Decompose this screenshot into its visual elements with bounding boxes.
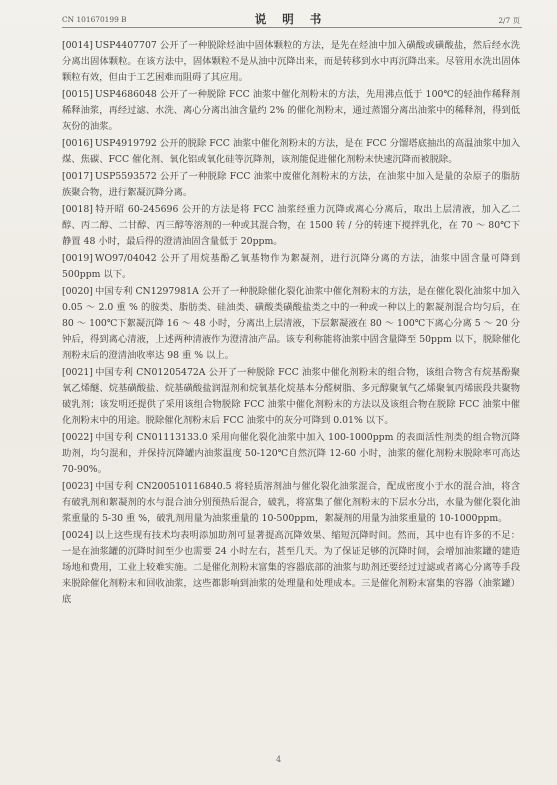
paragraph [62,202,520,250]
paragraph [62,284,520,364]
paragraph-text: 中国专利 CN01205472A 公开了一种脱除 FCC 油浆中催化剂粉末的组合物，该组合物含有烷基酚聚氧乙烯醚、烷基磺酸盐、烷基磺酸盐润湿剂和烷氧基化烷基本分醛树脂、多元醇聚氧气乙烯聚氧丙烯嵌段共聚物破乳剂；该发明还提供了采用该组合物脱除 FCC 油浆中催化剂粉末的方法以及该组合物在脱除 FCC 油浆中催化剂粉末中的用途。脱除催化剂粉末后 FCC 油浆中的灰分可降到 0.01% 以下。 [62,367,520,426]
paragraph-text: USP4407707 公开了一种脱除烃油中固体颗粒的方法，是先在烃油中加入磺酸或磺酸盐，然后经水洗分离出固体颗粒。在该方法中，固体颗粒不是从油中沉降出来，而是转移到水中再沉降出来。尽管用水洗出固体颗粒有效，但由于工艺困难而阻碍了其应用。 [62,40,520,83]
paragraph-text: USP4919792 公开的脱除 FCC 油浆中催化剂粉末的方法，是在 FCC 分馏塔底抽出的高温油浆中加入煤、焦碳、FCC 催化剂、氧化铝或氧化硅等沉降剂，该剂能促进催化剂粉末快速沉降而被脱除。 [62,138,520,165]
header-rule [62,27,522,28]
paragraph [62,365,520,429]
page-info: 2/7 页 [498,16,520,25]
page-number: 4 [275,755,282,764]
paragraph-text: 中国专利 CN1297981A 公开了一种脱除催化裂化油浆中催化剂粉末的方法，是在催化裂化油浆中加入 0.05 ～ 2.0 重 % 的胺类、脂肪类、硅油类、磺酸类磺酸盐类之中的一种或一种以上的絮凝剂混合均匀后，在 80 ～ 100℃下絮凝沉降 16 ～ 48 小时，分离出上层清液，下层絮凝液在 80 ～ 100℃下离心分离 5 ～ 20 分钟后，得到离心清液，上述两种清液作为澄清油产品。该专利称能将油浆中固含量降至 50ppm 以下，脱除催化剂粉末后的澄清油收率达 98 重 % 以上。 [62,286,520,361]
paragraph-text: 中国专利 CN200510116840.5 将轻质溶剂油与催化裂化油浆混合，配成密度小于水的混合油，将含有破乳剂和絮凝剂的水与混合油分别预热后混合，破乳，将富集了催化剂粉末的下层水分出，水量为催化裂化油浆重量的 5-30 重 %，破乳剂用量为油浆重量的 10-500ppm，絮凝剂的用量为油浆重量的 10-1000ppm。 [62,481,520,524]
paragraph-number: [0017] [62,171,93,182]
paragraph-number: [0018] [62,204,93,215]
paragraph-number: [0016] [62,138,93,149]
paragraph-text: 特开昭 60-245696 公开的方法是将 FCC 油浆经重力沉降或离心分离后，取出上层清液，加入乙二醇、丙二醇、二甘醇、丙三醇等溶剂的一种或其混合物，在 1500 转 / 分的转速下搅拌乳化，在 70 ～ 80℃下静置 48 小时，最后得的澄清油固含量低于 20ppm。 [62,204,520,247]
paragraph [62,169,520,201]
document-body [62,38,520,609]
paragraph-number: [0019] [62,253,93,264]
paragraph-text: 中国专利 CN01113133.0 采用向催化裂化油浆中加入 100-1000ppm 的表面活性剂类的组合物沉降助剂，均匀混和，并保持沉降罐内油浆温度 50-120℃自然沉降 12-60 小时，油浆的催化剂粉末脱除率可高达 70-90%。 [62,432,520,475]
doc-title: 说 明 书 [254,12,328,26]
paragraph [62,87,520,135]
paragraph [62,38,520,86]
paragraph-number: [0015] [62,89,93,100]
paragraph [62,251,520,283]
doc-number: CN 101670199 B [62,15,127,24]
paragraph-number: [0021] [62,367,93,378]
paragraph-text: 以上这些现有技术均表明添加助剂可显著提高沉降效果、缩短沉降时间。然而，其中也有许多的不足：一是在油浆罐的沉降时间至少也需要 24 小时左右，甚至几天。为了保证足够的沉降时间，会增加油浆罐的建造场地和费用，工业上较难实施。二是催化剂粉末富集的容器底部的油浆与助剂还要经过过滤或者离心分离等手段来脱除催化剂粉末和回收油浆，这些都影响到油浆的处理量和处理成本。三是催化剂粉末富集的容器（油浆罐）底 [62,530,520,605]
paragraph [62,136,520,168]
paragraph [62,528,520,608]
paragraph [62,430,520,478]
paragraph-number: [0024] [62,530,93,541]
paragraph-number: [0022] [62,432,93,443]
paragraph-number: [0023] [62,481,93,492]
paragraph-text: WO97/04042 公开了用烷基酚乙氧基物作为絮凝剂，进行沉降分离的方法，油浆中固含量可降到 500ppm 以下。 [62,253,520,280]
paragraph-text: USP4686048 公开了一种脱除 FCC 油浆中催化剂粉末的方法，先用沸点低于 100℃的轻油作稀释剂稀释油浆，再经过滤、水洗、离心分离出油含量约 2% 的催化剂粉末，通过蒸馏分离出油浆中的稀释剂，得到低灰份的油浆。 [62,89,520,132]
paragraph-number: [0020] [62,286,93,297]
paragraph-number: [0014] [62,40,93,51]
paragraph-text: USP5593572 公开了一种脱除 FCC 油浆中废催化剂粉末的方法，在油浆中加入是量的杂原子的脂肪族聚合物，进行絮凝沉降分离。 [62,171,520,198]
page-header [62,8,520,26]
paragraph [62,479,520,527]
